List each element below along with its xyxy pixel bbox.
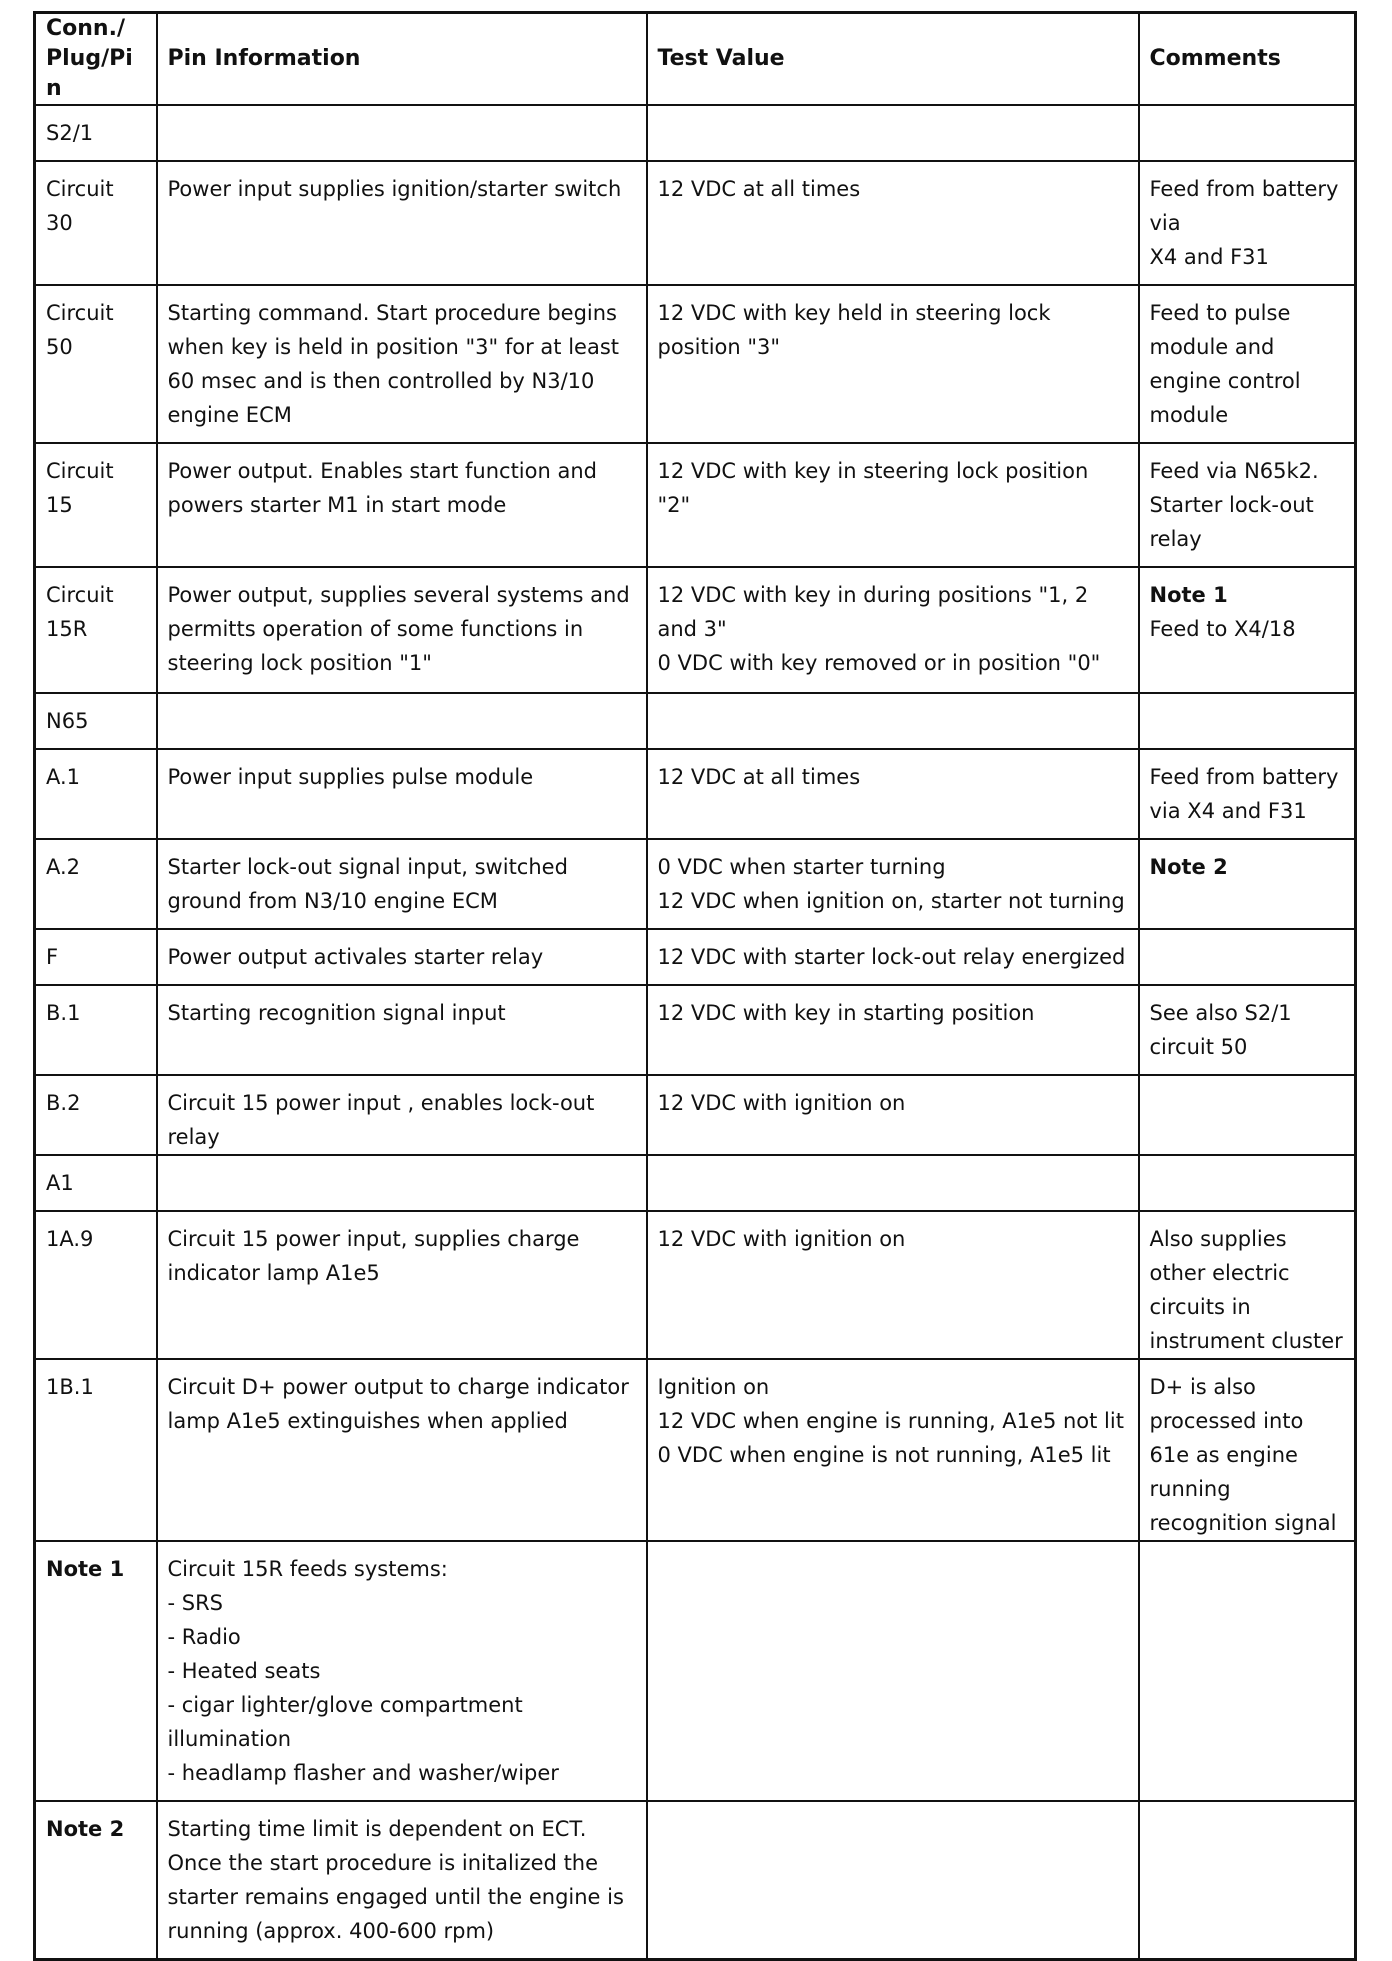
note-label-cell: Note 2: [35, 1801, 157, 1959]
test-value-cell: 12 VDC with key in steering lock position "2": [647, 443, 1139, 567]
test-value-cell: 12 VDC at all times: [647, 749, 1139, 839]
pin-cell: 1B.1: [35, 1359, 157, 1541]
pin-info-cell: Starter lock-out signal input, switched ground from N3/10 engine ECM: [157, 839, 647, 929]
test-value-cell: 12 VDC with ignition on: [647, 1211, 1139, 1359]
test-value-cell: 12 VDC with key held in steering lock position "3": [647, 285, 1139, 443]
pin-info-cell: Circuit 15 power input , enables lock-out relay: [157, 1075, 647, 1155]
comments-cell: Feed from battery via X4 and F31: [1139, 161, 1356, 285]
pin-info-cell: Starting time limit is dependent on ECT. Once the start procedure is initalized the starter remains engaged until the engine is running (approx. 400-600 rpm): [157, 1801, 647, 1959]
comments-cell: Feed to pulse module and engine control module: [1139, 285, 1356, 443]
table-row: [35, 1075, 1356, 1155]
table-row: [35, 285, 1356, 443]
pin-cell: A1: [35, 1155, 157, 1211]
pin-cell: Circuit 15: [35, 443, 157, 567]
table-row: [35, 161, 1356, 285]
table-row: [35, 693, 1356, 749]
comments-cell: Feed from battery via X4 and F31: [1139, 749, 1356, 839]
comments-text: Feed to X4/18: [1149, 617, 1296, 641]
pin-cell: Circuit 15R: [35, 567, 157, 693]
comments-cell: [1139, 105, 1356, 161]
comments-cell: See also S2/1 circuit 50: [1139, 985, 1356, 1075]
pin-cell: 1A.9: [35, 1211, 157, 1359]
pin-info-cell: Circuit D+ power output to charge indicator lamp A1e5 extinguishes when applied: [157, 1359, 647, 1541]
pin-cell: B.1: [35, 985, 157, 1075]
table-row: [35, 839, 1356, 929]
comments-cell: [1139, 839, 1356, 929]
table-row: [35, 1801, 1356, 1959]
pin-info-table: [33, 11, 1357, 1961]
table-row: [35, 1155, 1356, 1211]
table-row: [35, 567, 1356, 693]
test-value-cell: 12 VDC with key in starting position: [647, 985, 1139, 1075]
pin-info-cell: Starting command. Start procedure begins when key is held in position "3" for at least 60 msec and is then controlled by N3/10 engine ECM: [157, 285, 647, 443]
table-row: [35, 1211, 1356, 1359]
test-value-cell: Ignition on 12 VDC when engine is running, A1e5 not lit 0 VDC when engine is not running, A1e5 lit: [647, 1359, 1139, 1541]
comments-cell: [1139, 1155, 1356, 1211]
pin-info-cell: Starting recognition signal input: [157, 985, 647, 1075]
pin-info-cell: Power input supplies pulse module: [157, 749, 647, 839]
pin-cell: B.2: [35, 1075, 157, 1155]
table-row: [35, 443, 1356, 567]
test-value-cell: [647, 1541, 1139, 1801]
test-value-cell: [647, 1155, 1139, 1211]
test-value-cell: [647, 105, 1139, 161]
table-row: [35, 985, 1356, 1075]
pin-info-cell: [157, 105, 647, 161]
comments-cell: Feed via N65k2. Starter lock-out relay: [1139, 443, 1356, 567]
table-row: [35, 1541, 1356, 1801]
test-value-cell: [647, 1801, 1139, 1959]
comments-cell: [1139, 1801, 1356, 1959]
test-value-cell: 12 VDC with starter lock-out relay energized: [647, 929, 1139, 985]
comments-cell: [1139, 1541, 1356, 1801]
test-value-cell: 12 VDC with key in during positions "1, 2 and 3" 0 VDC with key removed or in position "0": [647, 567, 1139, 693]
table-row: [35, 105, 1356, 161]
pin-cell: S2/1: [35, 105, 157, 161]
pin-cell: A.2: [35, 839, 157, 929]
pin-cell: A.1: [35, 749, 157, 839]
header-conn-plug-pin: Conn./ Plug/Pin: [35, 13, 157, 106]
pin-info-cell: Power output. Enables start function and powers starter M1 in start mode: [157, 443, 647, 567]
pin-info-cell: Power input supplies ignition/starter switch: [157, 161, 647, 285]
comments-note-ref: Note 1: [1149, 583, 1228, 607]
comments-cell: Also supplies other electric circuits in instrument cluster: [1139, 1211, 1356, 1359]
table-row: [35, 929, 1356, 985]
comments-note-ref: Note 2: [1149, 855, 1228, 879]
comments-cell: [1139, 929, 1356, 985]
comments-cell: [1139, 567, 1356, 693]
table-row: [35, 749, 1356, 839]
pin-cell: F: [35, 929, 157, 985]
pin-cell: Circuit 30: [35, 161, 157, 285]
comments-cell: D+ is also processed into 61e as engine running recognition signal: [1139, 1359, 1356, 1541]
pin-info-cell: Power output activales starter relay: [157, 929, 647, 985]
pin-cell: Circuit 50: [35, 285, 157, 443]
pin-info-cell: Circuit 15R feeds systems: - SRS - Radio - Heated seats - cigar lighter/glove compartment illumination - headlamp flasher and washer/wiper: [157, 1541, 647, 1801]
comments-cell: [1139, 693, 1356, 749]
pin-info-cell: Power output, supplies several systems and permitts operation of some functions in steering lock position "1": [157, 567, 647, 693]
note-label-cell: Note 1: [35, 1541, 157, 1801]
pin-cell: N65: [35, 693, 157, 749]
header-test-value: Test Value: [647, 13, 1139, 106]
pin-info-cell: [157, 693, 647, 749]
test-value-cell: 0 VDC when starter turning 12 VDC when ignition on, starter not turning: [647, 839, 1139, 929]
comments-cell: [1139, 1075, 1356, 1155]
test-value-cell: 12 VDC with ignition on: [647, 1075, 1139, 1155]
pin-info-cell: Circuit 15 power input, supplies charge indicator lamp A1e5: [157, 1211, 647, 1359]
pin-info-cell: [157, 1155, 647, 1211]
test-value-cell: [647, 693, 1139, 749]
header-pin-information: Pin Information: [157, 13, 647, 106]
header-comments: Comments: [1139, 13, 1356, 106]
test-value-cell: 12 VDC at all times: [647, 161, 1139, 285]
table-row: [35, 1359, 1356, 1541]
table-header-row: [35, 13, 1356, 106]
